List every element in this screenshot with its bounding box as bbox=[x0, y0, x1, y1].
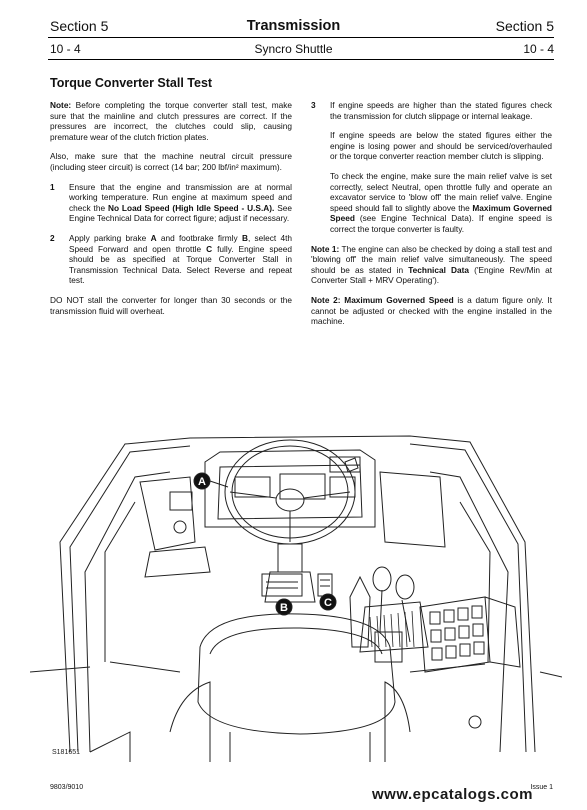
overheat-warning: DO NOT stall the converter for longer than 30 seconds or the transmission fluid will overheat. bbox=[50, 294, 292, 316]
cab-frame bbox=[30, 436, 562, 752]
engine-check-bold: Maximum Governed Speed bbox=[330, 202, 553, 224]
note-1-label: Note 1: bbox=[311, 243, 340, 254]
section-label-left: Section 5 bbox=[50, 18, 109, 34]
chapter-title: Transmission bbox=[246, 18, 341, 34]
note-1-text-1: The engine can also be checked by doing a stall test and 'blowing off' the main relief valve simultaneously. The speed should be as stated in bbox=[311, 243, 552, 275]
subheader-rule bbox=[48, 59, 554, 60]
figure-id: S181651 bbox=[52, 749, 81, 756]
note-1-text-2: ('Engine Rev/Min at Converter Stall + MRV Operating'). bbox=[311, 264, 552, 286]
page-number-left: 10 - 4 bbox=[50, 42, 81, 56]
note-paragraph bbox=[50, 100, 292, 142]
callout-b-label: B bbox=[280, 602, 288, 614]
right-column bbox=[311, 100, 552, 336]
step-3-text: If engine speeds are higher than the stated figures check the transmission for clutch slippage or internal leakage. bbox=[330, 100, 552, 121]
doc-title: Torque Converter Stall Test bbox=[50, 76, 213, 90]
section-label-right: Section 5 bbox=[495, 18, 554, 34]
note-label: Note: bbox=[50, 100, 72, 110]
step-1-text-b: See Engine Technical Data for correct figure; adjust if necessary. bbox=[69, 202, 292, 224]
step-2-ref-b: B bbox=[241, 232, 248, 243]
step-1-text-a: Ensure that the engine and transmission are at normal working temperature. Run engine at maximum speed and check the bbox=[69, 181, 292, 213]
step-3 bbox=[311, 100, 552, 121]
note-2 bbox=[311, 295, 552, 327]
issue-label: Issue 1 bbox=[530, 784, 553, 791]
chapter-subtitle: Syncro Shuttle bbox=[254, 42, 333, 56]
callout-c-label: C bbox=[324, 597, 332, 609]
floor-details bbox=[90, 662, 485, 762]
low-speed-paragraph: If engine speeds are below the stated figures either the engine is losing power and should be serviced/overhauled or the torque converter reaction member clutch is slipping. bbox=[330, 130, 552, 162]
callout-c bbox=[320, 594, 336, 610]
step-2-text-b: and footbrake firmly bbox=[156, 232, 242, 243]
step-1-bold: No Load Speed (High Idle Speed - U.S.A). bbox=[107, 202, 275, 213]
engine-check-paragraph bbox=[311, 171, 552, 235]
step-2-text-a: Apply parking brake bbox=[69, 232, 151, 243]
step-1-number: 1 bbox=[50, 181, 55, 192]
step-2-text-d: fully. Engine speed should be as specified at Torque Converter Stall in Transmission Technical Data. Select Reverse and repeat test. bbox=[69, 243, 292, 286]
note-2-text: is a datum figure only. It cannot be adjusted or checked with the engine installed in the machine. bbox=[311, 294, 552, 327]
note-1-bold: Technical Data bbox=[408, 264, 470, 275]
step-2-text-c: , select 4th Speed Forward and open throttle bbox=[69, 232, 293, 254]
foot-pedals bbox=[262, 574, 332, 596]
step-1 bbox=[50, 182, 292, 224]
engine-check-text-1: To check the engine, make sure the main relief valve is set correctly, select Neutral, open throttle fully and operate an excavator service to 'blow off' the main relief valve. Engine speed should fall to slightly above the bbox=[330, 170, 552, 213]
page-number-right: 10 - 4 bbox=[523, 42, 554, 56]
note-2-label: Note 2: Maximum Governed Speed bbox=[311, 294, 454, 305]
left-column bbox=[50, 100, 292, 325]
callout-a-label: A bbox=[198, 476, 206, 488]
step-2-number: 2 bbox=[50, 232, 55, 243]
control-levers bbox=[350, 567, 428, 662]
engine-check-text-2: (see Engine Technical Data). If engine speed is correct the torque converter is faulty. bbox=[330, 213, 552, 234]
neutral-pressure-paragraph: Also, make sure that the machine neutral circuit pressure (including steer circuit) is correct (14 bar; 200 lbf/in² maximum). bbox=[50, 151, 292, 172]
note-1 bbox=[311, 244, 552, 286]
note-text: Before completing the torque converter stall test, make sure that the mainline and clutch pressures are correct. If the pressures are incorrect, the clutches could slip, causing premature wear of the clutch friction plates. bbox=[50, 100, 292, 142]
callout-a bbox=[194, 473, 228, 489]
header-rule bbox=[48, 37, 554, 38]
cab-interior-diagram bbox=[30, 432, 562, 762]
watermark: www.epcatalogs.com bbox=[372, 786, 533, 803]
operator-seat bbox=[170, 614, 410, 762]
left-console bbox=[140, 477, 210, 577]
callout-b bbox=[276, 599, 292, 615]
step-2-text bbox=[69, 233, 292, 286]
steering-wheel bbox=[225, 440, 355, 602]
step-3-number: 3 bbox=[311, 100, 316, 110]
step-1-text bbox=[69, 182, 292, 224]
step-2-ref-c: C bbox=[206, 243, 213, 254]
right-console bbox=[330, 457, 445, 547]
step-2-ref-a: A bbox=[150, 232, 157, 243]
step-2 bbox=[50, 233, 292, 286]
doc-code: 9803/9010 bbox=[50, 784, 84, 791]
